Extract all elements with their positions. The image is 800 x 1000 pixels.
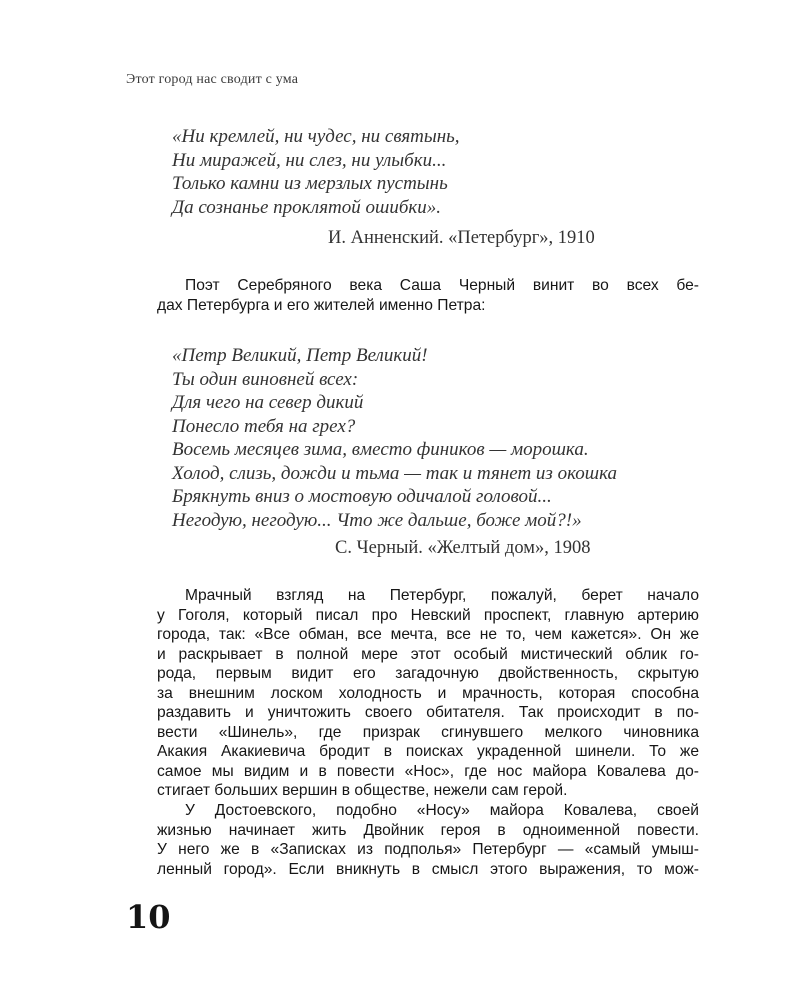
paragraph-line: У Достоевского, подобно «Носу» майора Ковалева, своей (185, 802, 699, 819)
paragraph-line: самое мы видим и в повести «Нос», где нос майора Ковалева до- (157, 762, 699, 780)
paragraph-line: за внешним лоском холодность и мрачность, которая способна (157, 684, 699, 702)
paragraph-line: Поэт Серебряного века Саша Черный винит во всех бе- (185, 277, 699, 294)
paragraph-line: и раскрывает в полной мере этот особый мистический облик го- (157, 645, 699, 663)
poem-line: Ни миражей, ни слез, ни улыбки... (172, 149, 447, 171)
poem-attribution-annensky: И. Анненский. «Петербург», 1910 (328, 228, 595, 248)
paragraph-line: жизнью начинает жить Двойник героя в одноименной повести. (157, 821, 699, 839)
paragraph-line: у Гоголя, который писал про Невский проспект, главную артерию (157, 606, 699, 624)
paragraph-dostoevsky (157, 801, 699, 879)
poem-line: Холод, слизь, дожди и тьма — так и тянет из окошка (172, 462, 618, 484)
page-number: 10 (126, 898, 171, 936)
paragraph-line: рода, первым видит его загадочную двойственность, скрытую (157, 665, 699, 682)
paragraph-line: Мрачный взгляд на Петербург, пожалуй, берет начало (185, 587, 699, 604)
paragraph-line: стигает больших вершин в обществе, нежели сам герой. (157, 782, 568, 799)
running-head: Этот город нас сводит с ума (126, 72, 299, 87)
paragraph-line: раздавить и уничтожить своего обитателя. Так происходит в по- (157, 704, 699, 721)
paragraph-line: города, так: «Все обман, все мечта, все не то, чем кажется». Он же (157, 626, 699, 643)
paragraph-line: Акакия Акакиевича бродит в поисках украденной шинели. То же (157, 743, 699, 760)
epigraph-poem-annensky (172, 125, 460, 219)
poem-attribution-cherny: С. Черный. «Желтый дом», 1908 (335, 538, 591, 558)
paragraph-line: вести «Шинель», где призрак сгинувшего мелкого чиновника (157, 723, 699, 741)
poem-line: Брякнуть вниз о мостовую одичалой головой... (172, 486, 552, 507)
paragraph-gogol (157, 586, 699, 801)
poem-line: Только камни из мерзлых пустынь (172, 173, 448, 194)
poem-line: Негодую, негодую... Что же дальше, боже мой?!» (172, 509, 582, 531)
paragraph-line: У него же в «Записках из подполья» Петербург — «самый умыш- (157, 841, 699, 858)
poem-line: Ты один виновней всех: (172, 368, 359, 390)
poem-line: «Ни кремлей, ни чудес, ни святынь, (172, 126, 460, 147)
paragraph-line: ленный город». Если вникнуть в смысл этого выражения, то мож- (157, 860, 699, 878)
quoted-poem-cherny (172, 344, 617, 532)
poem-line: Восемь месяцев зима, вместо фиников — морошка. (172, 439, 589, 460)
poem-line: Понесло тебя на грех? (172, 415, 356, 437)
poem-line: Да сознанье проклятой ошибки». (172, 196, 442, 218)
poem-line: «Петр Великий, Петр Великий! (172, 345, 428, 366)
paragraph-intro-cherny (157, 276, 699, 315)
poem-line: Для чего на север дикий (172, 392, 364, 413)
paragraph-line: дах Петербурга и его жителей именно Петра: (157, 296, 486, 314)
